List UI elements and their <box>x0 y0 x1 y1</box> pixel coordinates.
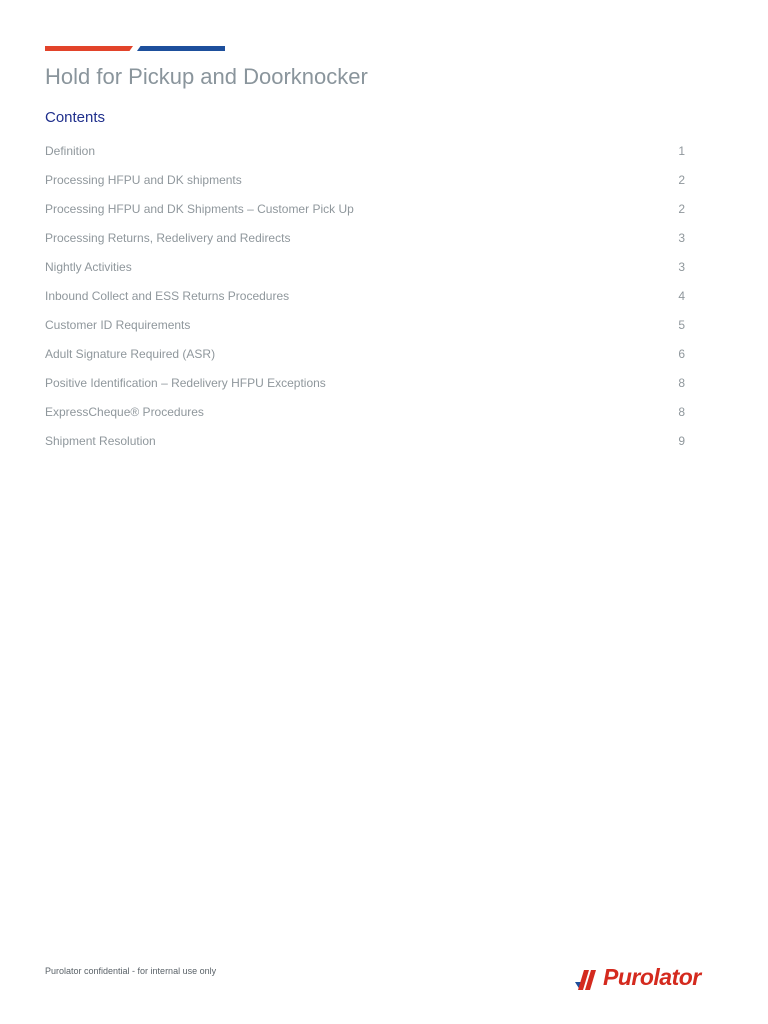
accent-bar-blue <box>137 46 225 51</box>
toc-entry[interactable] <box>45 141 685 170</box>
document-title: Hold for Pickup and Doorknocker <box>45 64 368 89</box>
table-of-contents <box>45 141 685 460</box>
header-accent-bars <box>45 46 225 51</box>
toc-entry-title: Positive Identification – Redelivery HFPU Exceptions <box>45 376 326 390</box>
toc-entry-page-number: 3 <box>678 231 685 245</box>
toc-entry-page-number: 8 <box>678 376 685 390</box>
toc-entry-page-number: 2 <box>678 173 685 187</box>
toc-entry-title: Adult Signature Required (ASR) <box>45 347 216 361</box>
toc-entry-title: Inbound Collect and ESS Returns Procedures <box>45 289 290 303</box>
toc-entry-title: Processing HFPU and DK Shipments – Customer Pick Up <box>45 202 354 216</box>
toc-entry-title: Definition <box>45 144 96 158</box>
toc-entry[interactable] <box>45 373 685 402</box>
toc-entry-page-number: 8 <box>678 405 685 419</box>
logo-wordmark: Purolator <box>603 964 701 990</box>
toc-entry-title: Customer ID Requirements <box>45 318 191 332</box>
logo-mark-icon <box>575 970 601 990</box>
toc-entry-page-number: 6 <box>678 347 685 361</box>
toc-entry[interactable] <box>45 257 685 286</box>
toc-entry[interactable] <box>45 402 685 431</box>
toc-entry-title: Processing HFPU and DK shipments <box>45 173 242 187</box>
toc-entry-title: Nightly Activities <box>45 260 132 274</box>
toc-entry-page-number: 5 <box>678 318 685 332</box>
toc-entry-page-number: 2 <box>678 202 685 216</box>
contents-heading: Contents <box>45 109 106 126</box>
toc-entry[interactable] <box>45 286 685 315</box>
toc-entry-page-number: 4 <box>678 289 685 303</box>
toc-entry[interactable] <box>45 228 685 257</box>
purolator-logo <box>575 964 725 994</box>
toc-entry[interactable] <box>45 170 685 199</box>
toc-entry-title: Processing Returns, Redelivery and Redirects <box>45 231 291 245</box>
toc-entry-title: Shipment Resolution <box>45 434 156 448</box>
footer-confidential-note: Purolator confidential - for internal use only <box>45 966 217 976</box>
toc-entry-page-number: 1 <box>678 144 685 158</box>
toc-entry[interactable] <box>45 431 685 460</box>
toc-entry-title: ExpressCheque® Procedures <box>45 405 204 419</box>
toc-entry[interactable] <box>45 199 685 228</box>
toc-entry-page-number: 3 <box>678 260 685 274</box>
toc-entry[interactable] <box>45 315 685 344</box>
accent-bar-red <box>45 46 133 51</box>
toc-entry[interactable] <box>45 344 685 373</box>
toc-entry-page-number: 9 <box>678 434 685 448</box>
